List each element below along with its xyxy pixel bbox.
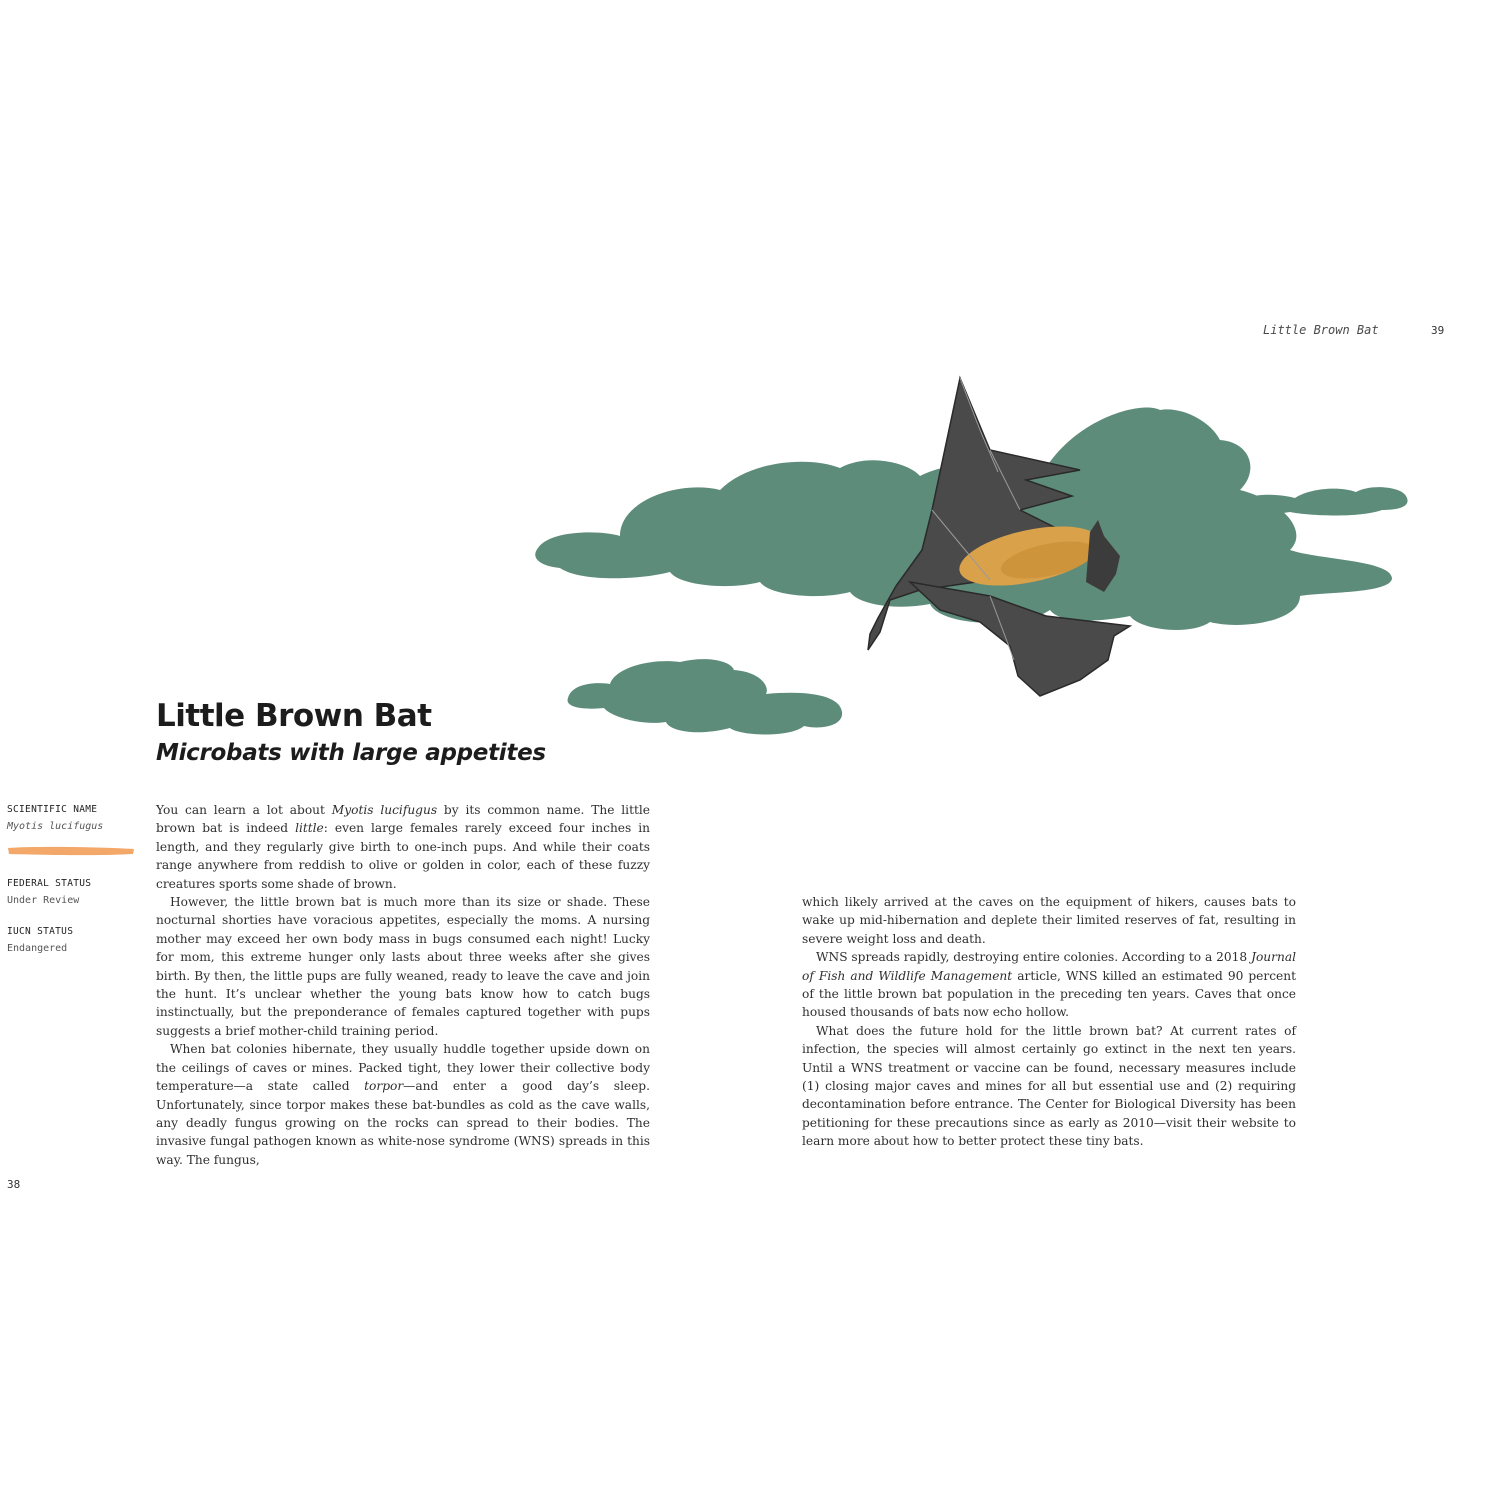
- body-column-right: [802, 893, 1296, 1151]
- federal-status-value: Under Review: [7, 895, 80, 906]
- body-column-left: [156, 801, 650, 1169]
- paragraph-6: What does the future hold for the little brown bat? At current rates of infection, the species will almost certainly go extinct in the next ten years. Until a WNS treatment or vaccine can be found, necessary measures include (1) closing major caves and mines for all but essential use and (2) requiring decontamination before entrance. The Center for Biological Diversity has been petitioning for these precautions since as early as 2010—visit their website to learn more about how to better protect these tiny bats.: [802, 1023, 1296, 1149]
- federal-status-label: FEDERAL STATUS: [7, 878, 92, 889]
- iucn-status-label: IUCN STATUS: [7, 926, 74, 937]
- paragraph-5: WNS spreads rapidly, destroying entire colonies. According to a 2018 Journal of Fish and Wildlife Management article, WNS killed an estimated 90 percent of the little brown bat population in the preceding ten years. Caves that once housed thousands of bats now echo hollow.: [802, 950, 1296, 1020]
- paragraph-4: which likely arrived at the caves on the equipment of hikers, causes bats to wake up mid-hibernation and deplete their limited reserves of fat, resulting in severe weight loss and death.: [802, 895, 1296, 946]
- paragraph-3: When bat colonies hibernate, they usually huddle together upside down on the ceilings of caves or mines. Packed tight, they lower their collective body temperature—a state called torpor—and enter a good day’s sleep. Unfortunately, since torpor makes these bat-bundles as cold as the cave walls, any deadly fungus growing on the rocks can spread to their bodies. The invasive fungal pathogen known as white-nose syndrome (WNS) spreads in this way. The fungus,: [156, 1042, 650, 1167]
- running-head: Little Brown Bat: [1263, 323, 1379, 337]
- bat-illustration: [520, 360, 1420, 740]
- species-info-sidebar: [7, 804, 137, 974]
- iucn-status-value: Endangered: [7, 943, 68, 954]
- article-subtitle: Microbats with large appetites: [156, 740, 546, 766]
- page-number-right: 39: [1431, 324, 1445, 337]
- paragraph-1: You can learn a lot about Myotis lucifugus by its common name. The little brown bat is indeed little: even large females rarely exceed four inches in length, and they regularly give birth to one-inch pups. And while their coats range anywhere from reddish to olive or golden in color, each of these fuzzy creatures sports some shade of brown.: [156, 803, 650, 891]
- accent-swatch: [7, 846, 135, 856]
- page-number-left: 38: [7, 1178, 21, 1191]
- paragraph-2: However, the little brown bat is much more than its size or shade. These nocturnal shorties have voracious appetites, especially the moms. A nursing mother may exceed her own body mass in bugs consumed each night! Lucky for mom, this extreme hunger only lasts about three weeks after she gives birth. By then, the little pups are fully weaned, ready to leave the cave and join the hunt. It’s unclear whether the young bats know how to catch bugs instinctually, but the preponderance of females captured together with pups suggests a brief mother-child training period.: [156, 895, 650, 1038]
- article-title: Little Brown Bat: [156, 698, 432, 734]
- scientific-name-value: Myotis lucifugus: [7, 821, 104, 832]
- scientific-name-label: SCIENTIFIC NAME: [7, 804, 98, 815]
